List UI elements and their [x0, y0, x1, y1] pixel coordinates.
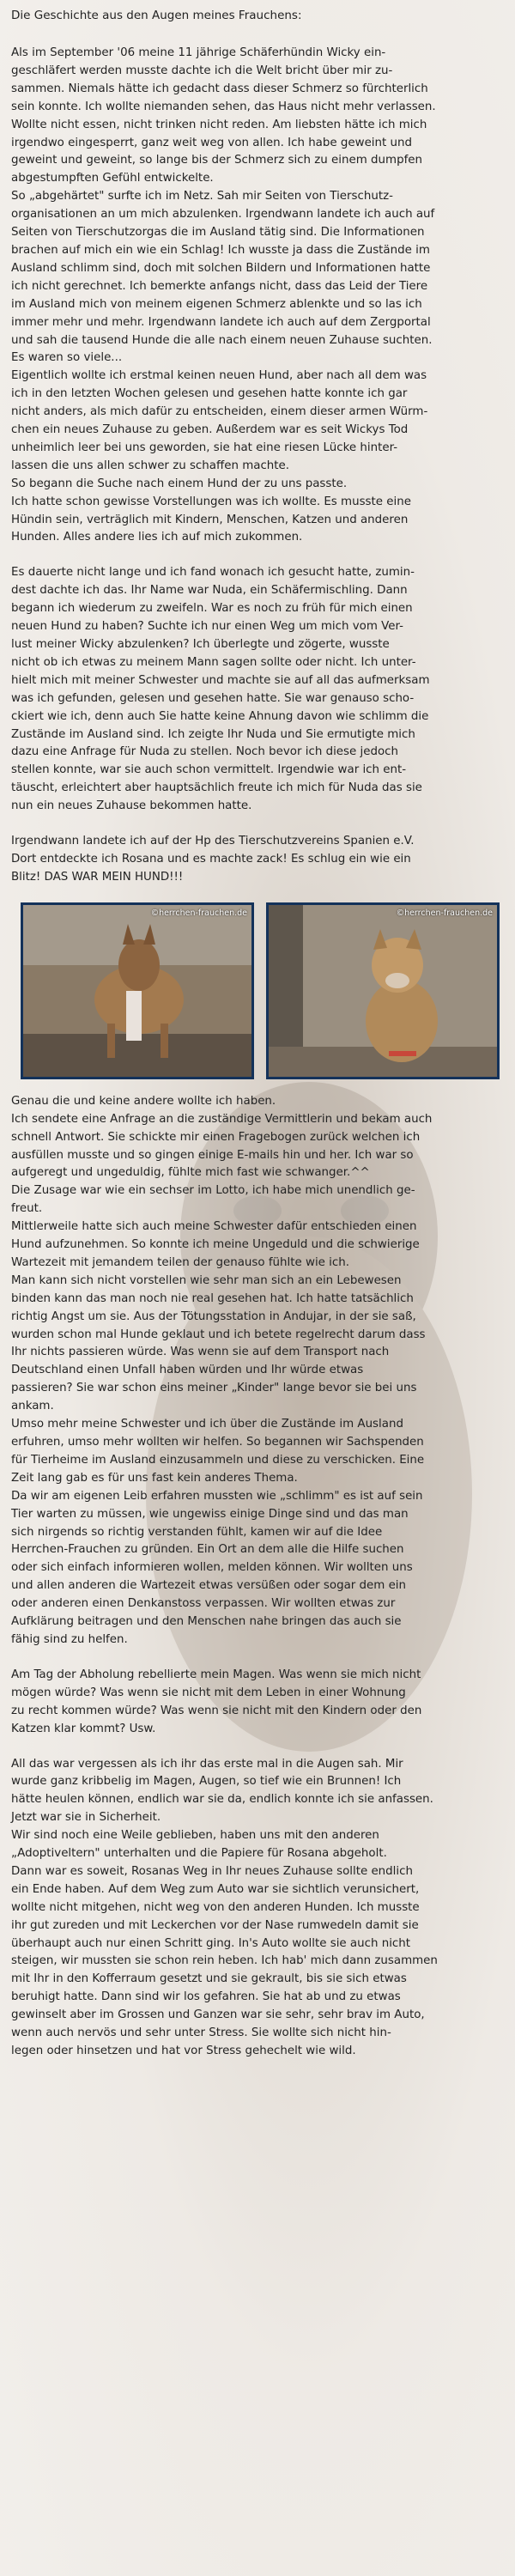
photo-row	[21, 902, 504, 1079]
paragraph-adoption-process: Genau die und keine andere wollte ich haben. Ich sendete eine Anfrage an die zuständige Vermittlerin und bekam auch schnell Antwort. Sie schickte mir einen Fragebogen zurück welchen ich ausfüllen musste und so gingen einige E-mails hin und her. Ich war so aufgeregt und ungeduldig, fühlte mich fast wie schwanger.^^ Die Zusage war wie ein sechser im Lotto, ich habe mich unendlich ge- freut. Mittlerweile hatte sich auch meine Schwester dafür entschieden einen Hund aufzunehmen. So konnte ich meine Ungeduld und die schwierige Wartezeit mit jemandem teilen der genauso fühlte wie ich. Man kann sich nicht vorstellen wie sehr man sich an ein Lebewesen binden kann das man noch nie real gesehen hat. Ich hatte tatsächlich richtig Angst um sie. Aus der Tötungsstation in Andujar, in der sie saß, wurden schon mal Hunde geklaut und ich betete regelrecht darum dass Ihr nichts passieren würde. Was wenn sie auf dem Transport nach Deutschland einen Unfall haben würden und Ihr würde etwas passieren? Sie war schon eins meiner „Kinder" lange bevor sie bei uns ankam. Umso mehr meine Schwester und ich über die Zustände im Ausland erfuhren, umso mehr wollten wir helfen. So begannen wir Sachspenden für Tierheime im Ausland einzusammeln und diese zu verschicken. Eine Zeit lang gab es für uns fast kein anderes Thema. Da wir am eigenen Leib erfahren mussten wie „schlimm" es ist auf sein Tier warten zu müssen, wie ungewiss einige Dinge sind und das man sich nirgends so richtig verstanden fühlt, kamen wir auf die Idee Herrchen-Frauchen zu gründen. Ein Ort an dem alle die Hilfe suchen oder sich einfach informieren wollen, melden können. Wir wollten uns und allen anderen die Wartezeit etwas versüßen oder sogar dem ein oder anderen einen Denkanstoss verpassen. Wir wollten etwas zur Aufklärung beitragen und den Menschen nahe bringen das auch sie fähig sind zu helfen.	[11, 1094, 433, 1646]
photo-credit: ©herrchen-frauchen.de	[150, 908, 247, 918]
dog-standing-image	[23, 905, 251, 1077]
paragraph-loss-of-wicky: Als im September '06 meine 11 jährige Schäferhündin Wicky ein- geschläfert werden musste dachte ich die Welt bricht über mir zu- sammen. Niemals hätte ich gedacht dass dieser Schmerz so fürchterlich sein konnte. Ich wollte niemanden sehen, das Haus nicht mehr verlassen. Wollte nicht essen, nicht trinken nicht reden. Am liebsten hätte ich mich irgendwo eingesperrt, ganz weit weg von allen. Ich habe geweint und geweint und geweint, so lange bis der Schmerz sich zu einem dumpfen abgestumpften Gefühl entwickelte. So „abgehärtet" surfte ich im Netz. Sah mir Seiten von Tierschutz- organisationen an um mich abzulenken. Irgendwann landete ich auch auf Seiten von Tierschutzorgas die im Ausland tätig sind. Die Informationen brachen auf mich ein wie ein Schlag! Ich wusste ja dass die Zustände im Ausland schlimm sind, doch mit solchen Bildern und Informationen hatte ich nicht gerechnet. Ich bemerkte anfangs nicht, dass das Leid der Tiere im Ausland mich von meinem eigenen Schmerz ablenkte und so las ich immer mehr und mehr. Irgendwann landete ich auch auf dem Zergportal und sah die tausend Hunde die alle nach einem neuen Zuhause suchten. Es waren so viele... Eigentlich wollte ich erstmal keinen neuen Hund, aber nach all dem was ich in den letzten Wochen gelesen und gesehen hatte konnte ich gar nicht anders, als mich dafür zu entscheiden, einem dieser armen Würm- chen ein neues Zuhause zu geben. Außerdem war es seit Wickys Tod unheimlich leer bei uns geworden, sie hat eine riesen Lücke hinter- lassen die uns allen schwer zu schaffen machte. So begann die Suche nach einem Hund der zu uns passte. Ich hatte schon gewisse Vorstellungen was ich wollte. Es musste eine Hündin sein, verträglich mit Kindern, Menschen, Katzen und anderen Hunden. Alles andere lies ich auf mich zukommen.	[11, 46, 436, 544]
paragraph-first-meeting: All das war vergessen als ich ihr das erste mal in die Augen sah. Mir wurde ganz kribbelig im Magen, Augen, so tief wie ein Brunnen! Ich hätte heulen können, endlich war sie da, endlich konnte ich sie anfassen. Jetzt war sie in Sicherheit. Wir sind noch eine Weile geblieben, haben uns mit den anderen „Adoptiveltern" unterhalten und die Papiere für Rosana abgeholt. Dann war es soweit, Rosanas Weg in Ihr neues Zuhause sollte endlich ein Ende haben. Auf dem Weg zum Auto war sie sichtlich verunsichert, wollte nicht mitgehen, nicht weg von den anderen Hunden. Ich musste ihr gut zureden und mit Leckerchen vor der Nase rumwedeln damit sie überhaupt auch nur einen Schritt ging. In's Auto wollte sie auch nicht steigen, wir mussten sie schon rein heben. Ich hab' mich dann zusammen mit Ihr in den Kofferraum gesetzt und sie gekrault, bis sie sich etwas beruhigt hatte. Dann sind wir los gefahren. Sie hat ab und zu etwas gewinselt aber im Grossen und Ganzen war sie sehr, sehr brav im Auto, wenn auch nervös und sehr unter Stress. Sie wollte sich nicht hin- legen oder hinsetzen und hat vor Stress gehechelt wie wild.	[11, 1757, 438, 2057]
rosana-photo-2	[266, 902, 500, 1079]
rosana-photo-1	[21, 902, 254, 1079]
paragraph-found-rosana: Irgendwann landete ich auf der Hp des Tierschutzvereins Spanien e.V. Dort entdeckte ich Rosana und es machte zack! Es schlug ein wie ein Blitz! DAS WAR MEIN HUND!!!	[11, 835, 415, 884]
paragraph-nuda: Es dauerte nicht lange und ich fand wonach ich gesucht hatte, zumin- dest dachte ich das. Ihr Name war Nuda, ein Schäfermischling. Dann begann ich wiederum zu zweifeln. War es noch zu früh für mich einen neuen Hund zu haben? Suchte ich nur einen Weg um mich vom Ver- lust meiner Wicky abzulenken? Ich überlegte und zögerte, wusste nicht ob ich etwas zu meinem Mann sagen sollte oder nicht. Ich unter- hielt mich mit meiner Schwester und machte sie auf all das aufmerksam was ich gefunden, gelesen und gesehen hatte. Sie war genauso scho- ckiert wie ich, denn auch Sie hatte keine Ahnung davon wie schlimm die Zustände im Ausland sind. Ich zeigte Ihr Nuda und Sie ermutigte mich dazu eine Anfrage für Nuda zu stellen. Noch bevor ich diese jedoch stellen konnte, war sie auch schon vermittelt. Irgendwie war ich ent- täuscht, erleichtert aber hauptsächlich freute ich mich für Nuda das sie nun ein neues Zuhause bekommen hatte.	[11, 566, 430, 813]
dog-sitting-image	[269, 905, 497, 1077]
story-title: Die Geschichte aus den Augen meines Frauchens:	[11, 9, 302, 22]
paragraph-pickup-day: Am Tag der Abholung rebellierte mein Magen. Was wenn sie mich nicht mögen würde? Was wenn sie nicht mit dem Leben in einer Wohnung zu recht kommen würde? Was wenn sie nicht mit den Kindern oder den Katzen klar kommt? Usw.	[11, 1668, 422, 1735]
photo-credit: ©herrchen-frauchen.de	[396, 908, 493, 918]
